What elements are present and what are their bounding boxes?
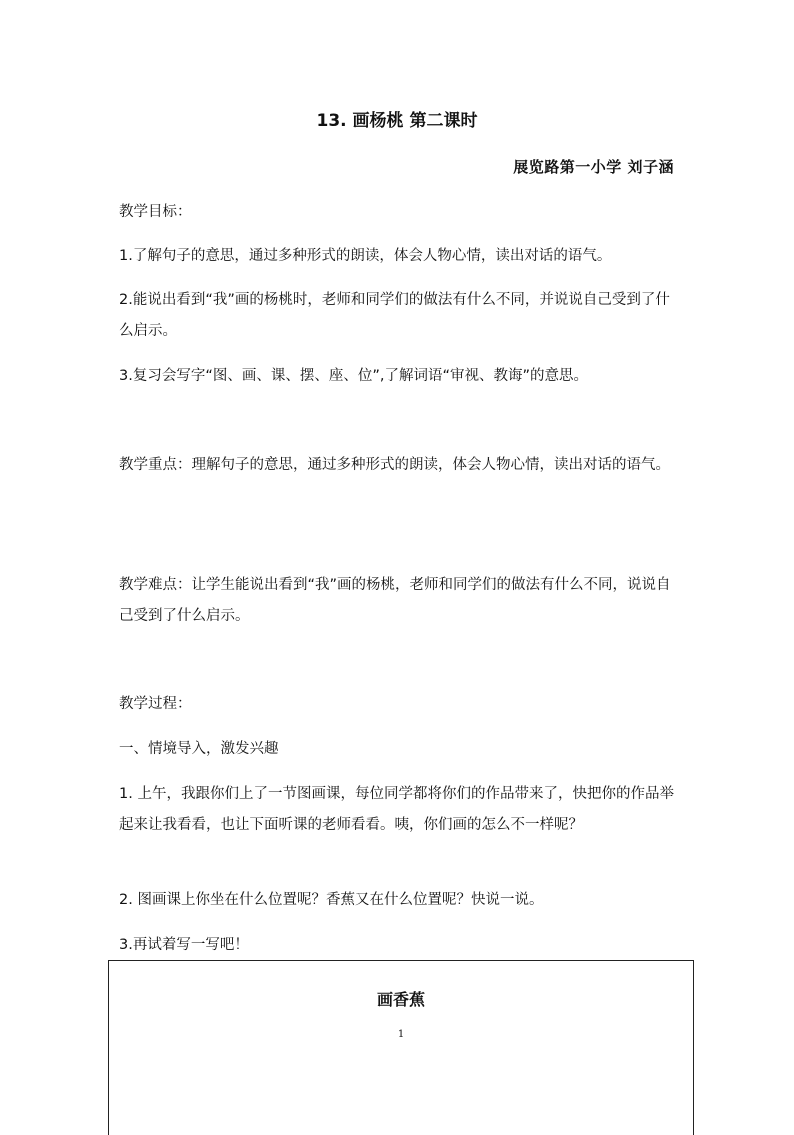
writing-box	[108, 960, 694, 1135]
step-1: 1. 上午，我跟你们上了一节图画课，每位同学都将你们的作品带来了，快把你的作品举起来让我看看，也让下面听课的老师看看。咦，你们画的怎么不一样呢？	[119, 786, 674, 833]
step-2: 2. 图画课上你坐在什么位置呢？香蕉又在什么位置呢？快说一说。	[119, 892, 544, 908]
objective-1: 1.了解句子的意思，通过多种形式的朗读，体会人物心情，读出对话的语气。	[119, 248, 612, 264]
section-1-heading: 一、情境导入，激发兴趣	[119, 741, 279, 757]
key-point: 教学重点：理解句子的意思，通过多种形式的朗读，体会人物心情，读出对话的语气。	[119, 457, 670, 473]
step-3: 3.再试着写一写吧！	[119, 937, 249, 953]
objective-3: 3.复习会写字“图、画、课、摆、座、位”,了解词语“审视、教诲”的意思。	[119, 368, 588, 384]
process-heading: 教学过程：	[119, 696, 192, 712]
objective-2: 2.能说出看到“我”画的杨桃时，老师和同学们的做法有什么不同，并说说自己受到了什么启示。	[119, 292, 670, 339]
page-number: 1	[397, 1029, 405, 1040]
difficulty: 教学难点：让学生能说出看到“我”画的杨桃，老师和同学们的做法有什么不同，说说自己受到了什么启示。	[119, 577, 671, 624]
author-line: 展览路第一小学 刘子涵	[513, 158, 674, 176]
objectives-heading: 教学目标：	[119, 204, 192, 220]
lesson-title: 13. 画杨桃 第二课时	[316, 111, 478, 131]
box-title: 画香蕉	[376, 990, 425, 1009]
